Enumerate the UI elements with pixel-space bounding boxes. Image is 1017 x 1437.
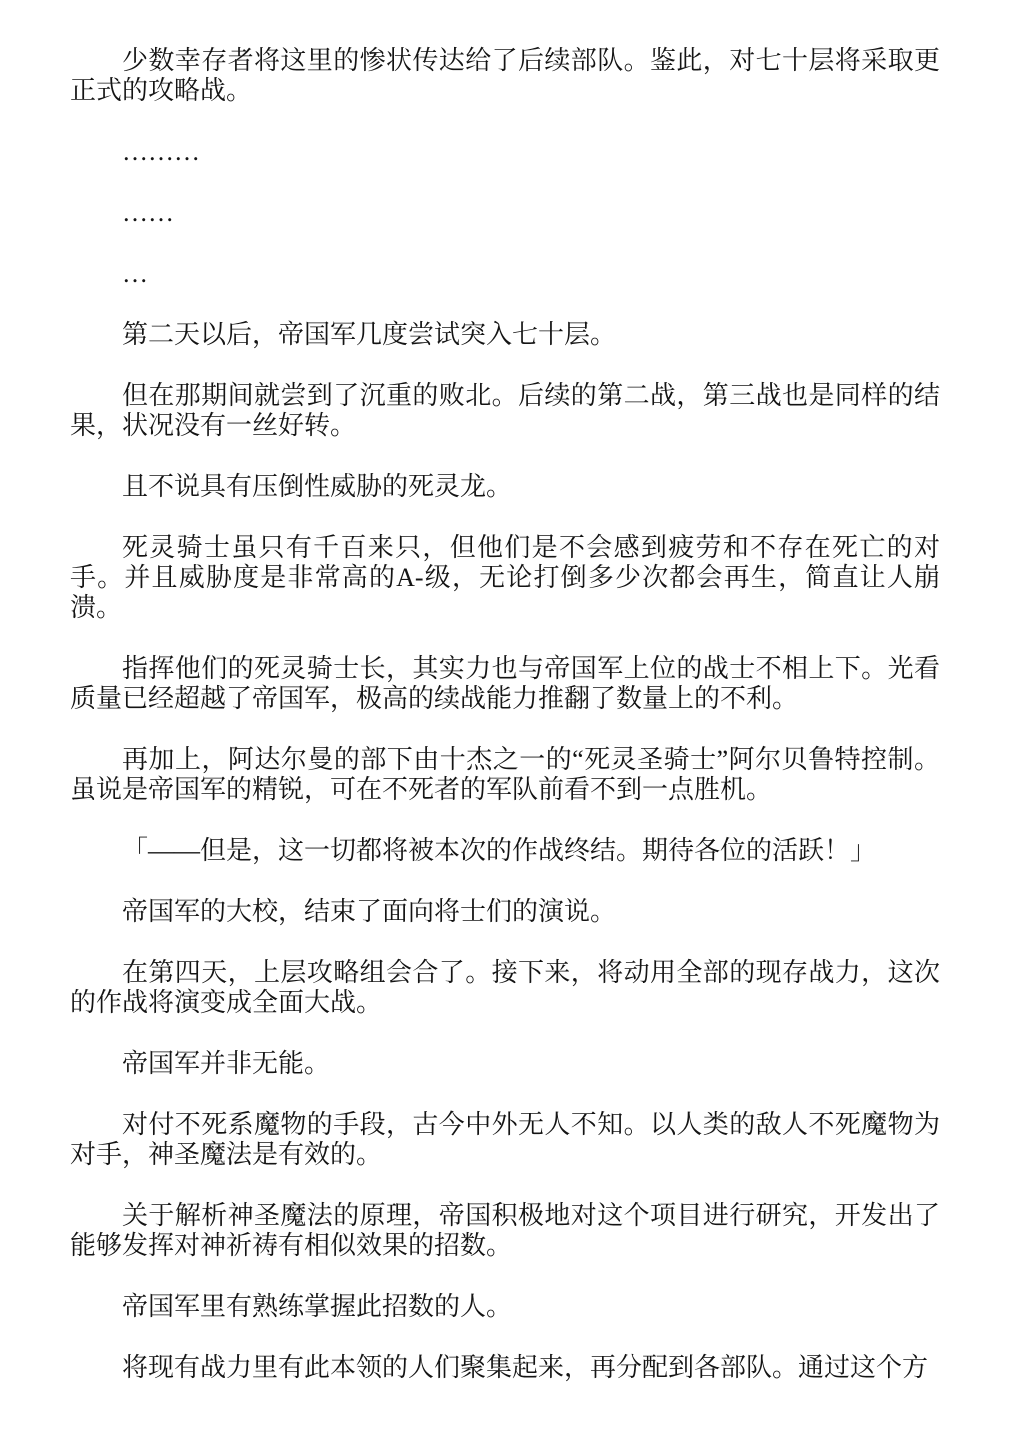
dialogue-line: 「——但是，这一切都将被本次的作战终结。期待各位的活跃！」 — [122, 836, 877, 865]
paragraph-empire-not-incompetent: 帝国军并非无能。 — [122, 1049, 331, 1078]
paragraph-gather-forces: 将现有战力里有此本领的人们聚集起来，再分配到各部队。通过这个方 — [122, 1353, 929, 1382]
ellipsis-line-medium: …… — [122, 198, 174, 227]
paragraph-survivors-report: 少数幸存者将这里的惨状传达给了后续部队。鉴此，对七十层将采取更正式的攻略战。 — [70, 46, 940, 105]
paragraph-heavy-defeat: 但在那期间就尝到了沉重的败北。后续的第二战，第三战也是同样的结果，状况没有一丝好转。 — [70, 381, 940, 440]
paragraph-holy-magic-effective: 对付不死系魔物的手段，古今中外无人不知。以人类的敌人不死魔物为对手，神圣魔法是有效的。 — [70, 1110, 940, 1169]
paragraph-holy-magic-research: 关于解析神圣魔法的原理，帝国积极地对这个项目进行研究，开发出了能够发挥对神祈祷有相似效果的招数。 — [70, 1201, 940, 1260]
paragraph-death-dragon: 且不说具有压倒性威胁的死灵龙。 — [122, 472, 513, 501]
paragraph-death-knights: 死灵骑士虽只有千百来只，但他们是不会感到疲劳和不存在死亡的对手。并且威胁度是非常高的A-级，无论打倒多少次都会再生，简直让人崩溃。 — [70, 533, 940, 622]
paragraph-skilled-users: 帝国军里有熟练掌握此招数的人。 — [122, 1292, 513, 1321]
paragraph-adalman-subordinates: 再加上，阿达尔曼的部下由十杰之一的“死灵圣骑士”阿尔贝鲁特控制。虽说是帝国军的精锐，可在不死者的军队前看不到一点胜机。 — [70, 745, 940, 804]
paragraph-death-knight-leader: 指挥他们的死灵骑士长，其实力也与帝国军上位的战士不相上下。光看质量已经超越了帝国军，极高的续战能力推翻了数量上的不利。 — [70, 654, 940, 713]
ellipsis-line-long: ……… — [122, 137, 200, 166]
paragraph-fourth-day: 在第四天，上层攻略组会合了。接下来，将动用全部的现存战力，这次的作战将演变成全面大战。 — [70, 958, 940, 1017]
paragraph-second-day: 第二天以后，帝国军几度尝试突入七十层。 — [122, 320, 617, 349]
paragraph-colonel-speech: 帝国军的大校，结束了面向将士们的演说。 — [122, 897, 617, 926]
ellipsis-line-short: … — [122, 259, 148, 288]
